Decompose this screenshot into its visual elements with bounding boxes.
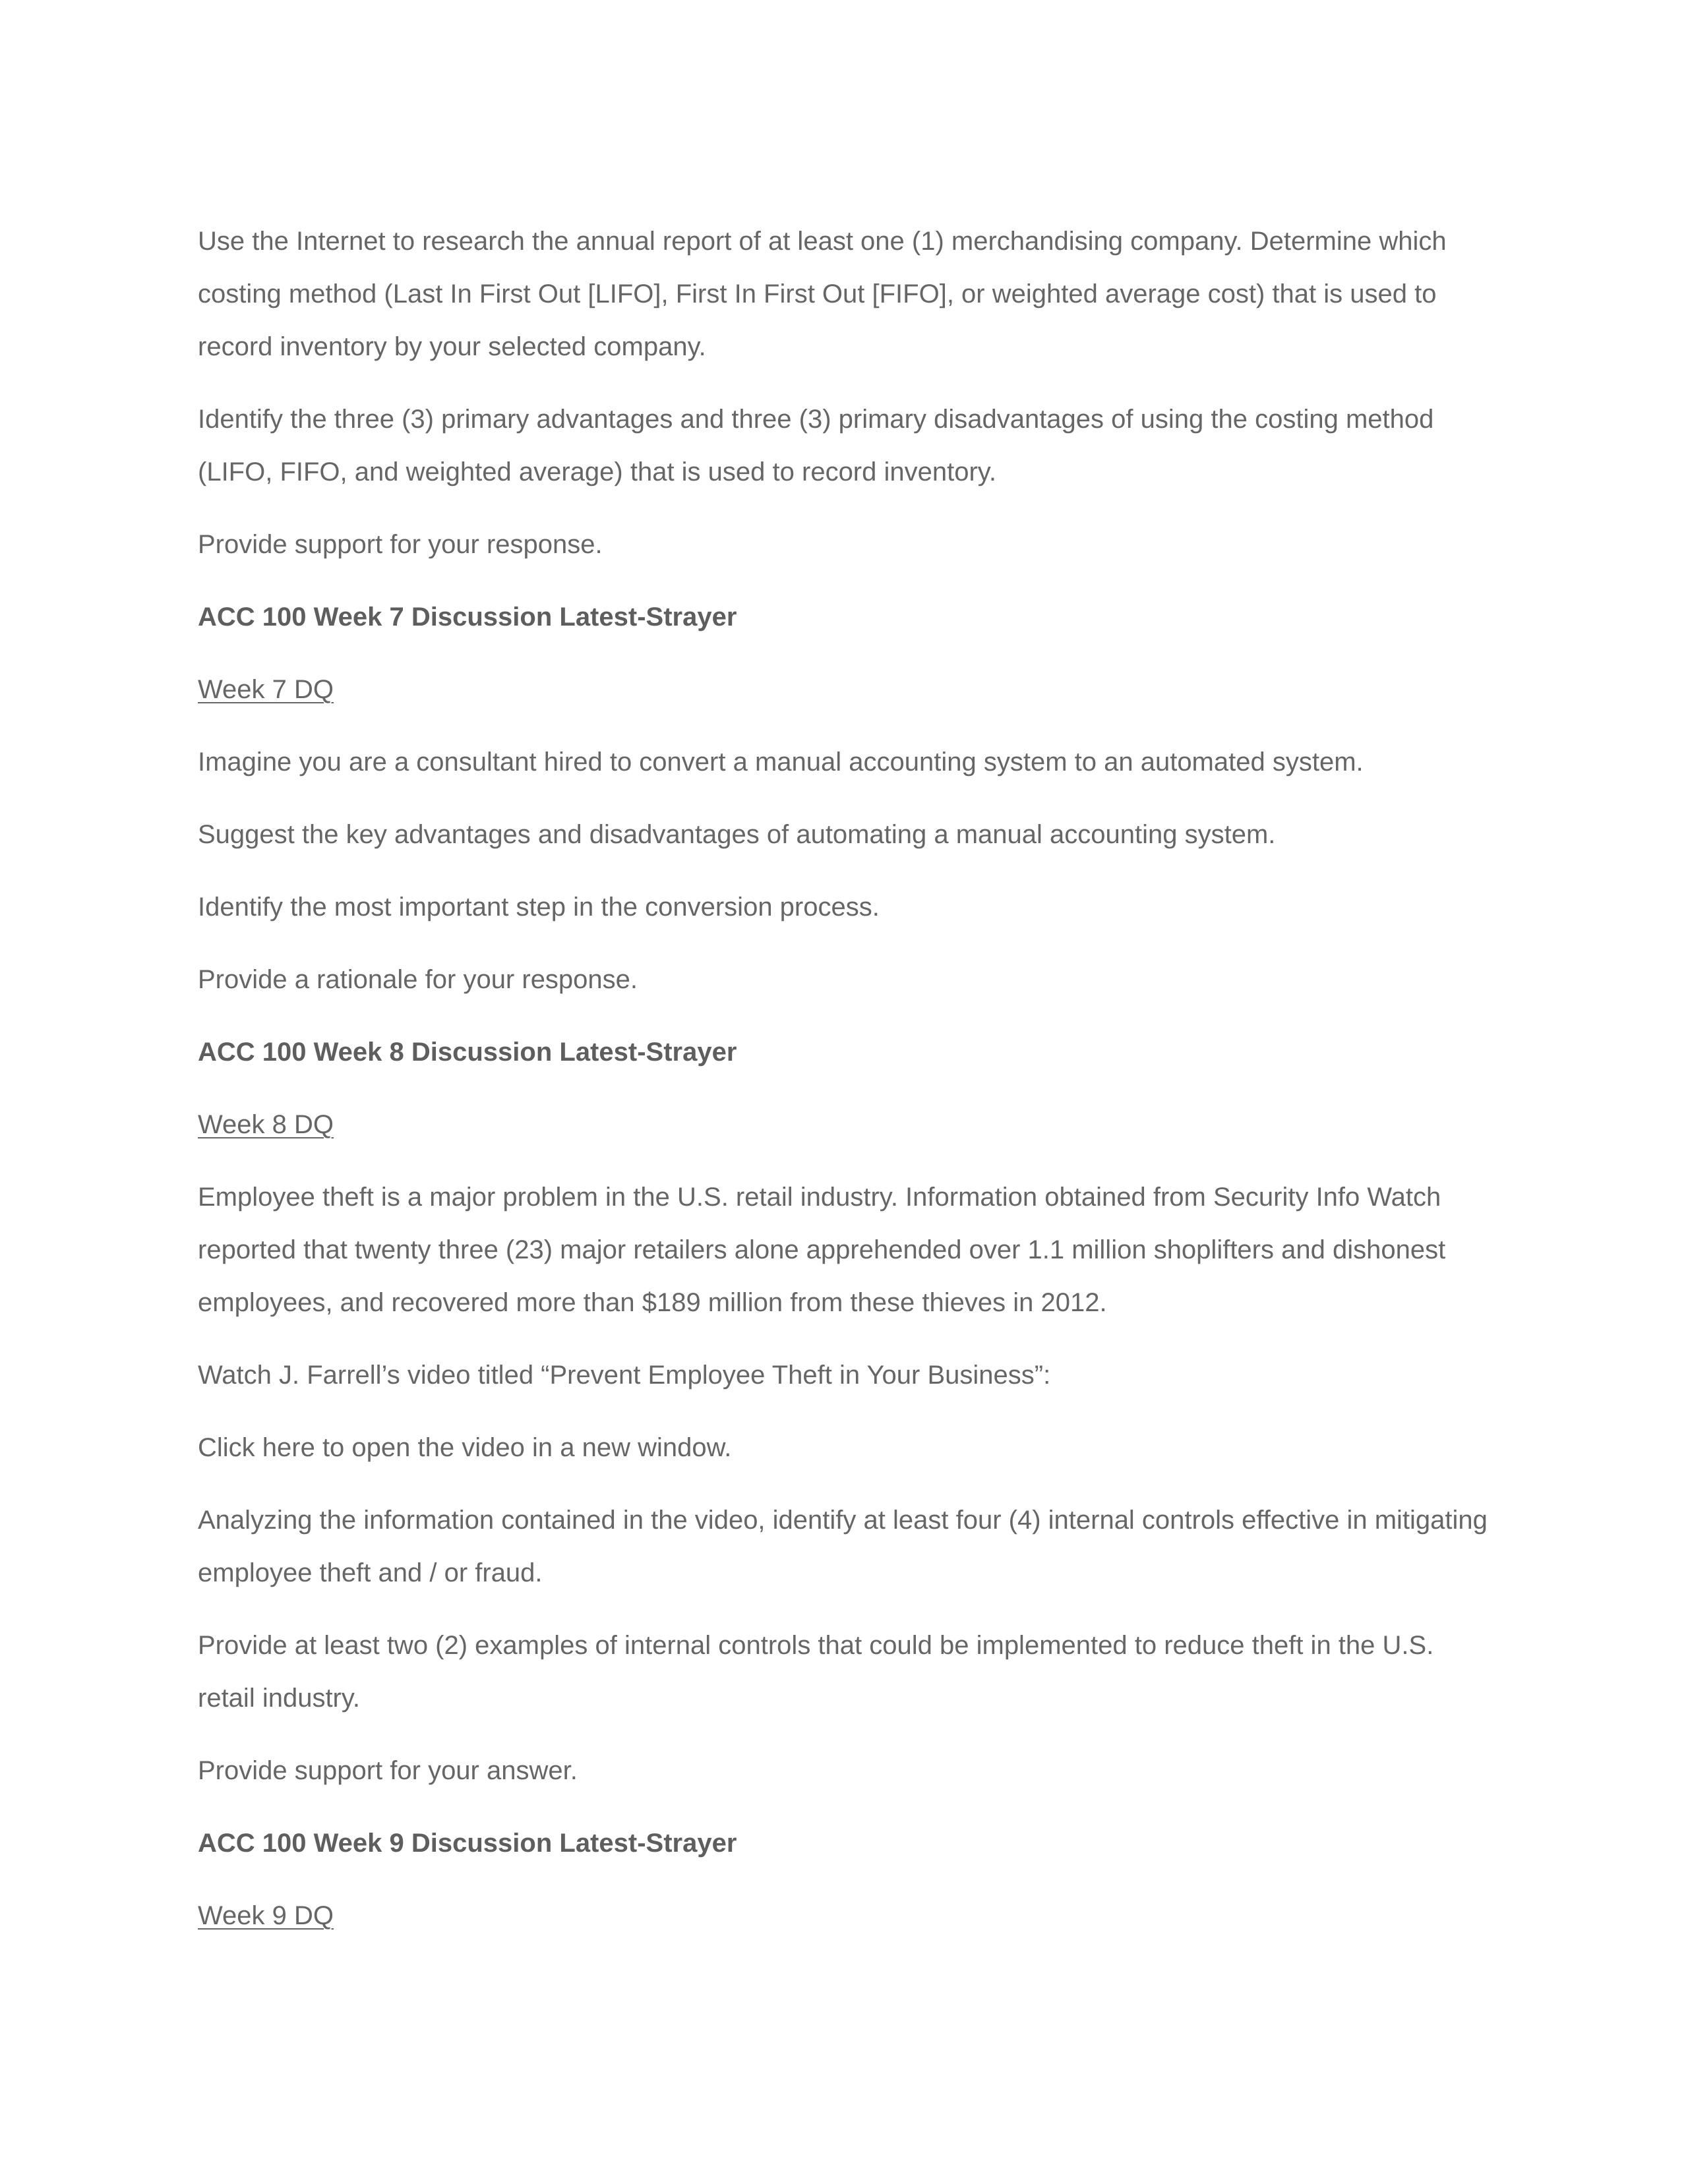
paragraph-examples-controls: Provide at least two (2) examples of internal controls that could be implemented to reduce theft in the U.S. retail industry. — [198, 1631, 1434, 1713]
link-week-9-dq[interactable]: Week 9 DQ — [198, 1901, 334, 1930]
link-week-7-dq[interactable]: Week 7 DQ — [198, 675, 334, 704]
paragraph-support-answer: Provide support for your answer. — [198, 1756, 578, 1785]
paragraph-support-response: Provide support for your response. — [198, 530, 603, 559]
document-page — [198, 215, 1490, 1962]
paragraph-costing-advantages: Identify the three (3) primary advantages and three (3) primary disadvantages of using the costing method (LIFO, FIFO, and weighted average) that is used to record inventory. — [198, 405, 1434, 487]
heading-week-8: ACC 100 Week 8 Discussion Latest-Strayer — [198, 1038, 737, 1067]
paragraph-watch-video: Watch J. Farrell’s video titled “Prevent Employee Theft in Your Business”: — [198, 1361, 1051, 1390]
paragraph-rationale: Provide a rationale for your response. — [198, 965, 638, 994]
heading-week-7: ACC 100 Week 7 Discussion Latest-Strayer — [198, 603, 737, 632]
heading-week-9: ACC 100 Week 9 Discussion Latest-Strayer — [198, 1829, 737, 1858]
link-week-8-dq[interactable]: Week 8 DQ — [198, 1110, 334, 1139]
paragraph-annual-report: Use the Internet to research the annual report of at least one (1) merchandising company. Determine which costing method (Last In First Out [LIFO], First In First Out [FIFO], or weighted average cost) that is used to record inventory by your selected company. — [198, 227, 1447, 361]
paragraph-consultant: Imagine you are a consultant hired to convert a manual accounting system to an automated system. — [198, 748, 1364, 777]
paragraph-click-here: Click here to open the video in a new window. — [198, 1433, 732, 1462]
paragraph-conversion-step: Identify the most important step in the conversion process. — [198, 893, 880, 922]
paragraph-internal-controls: Analyzing the information contained in the video, identify at least four (4) internal controls effective in mitigating employee theft and / or fraud. — [198, 1506, 1488, 1587]
paragraph-employee-theft: Employee theft is a major problem in the U.S. retail industry. Information obtained from Security Info Watch reported that twenty three (23) major retailers alone apprehended over 1.1 million shoplifters and dishonest employees, and recovered more than $189 million from these thieves in 2012. — [198, 1183, 1446, 1317]
paragraph-automation-advantages: Suggest the key advantages and disadvantages of automating a manual accounting system. — [198, 820, 1276, 849]
